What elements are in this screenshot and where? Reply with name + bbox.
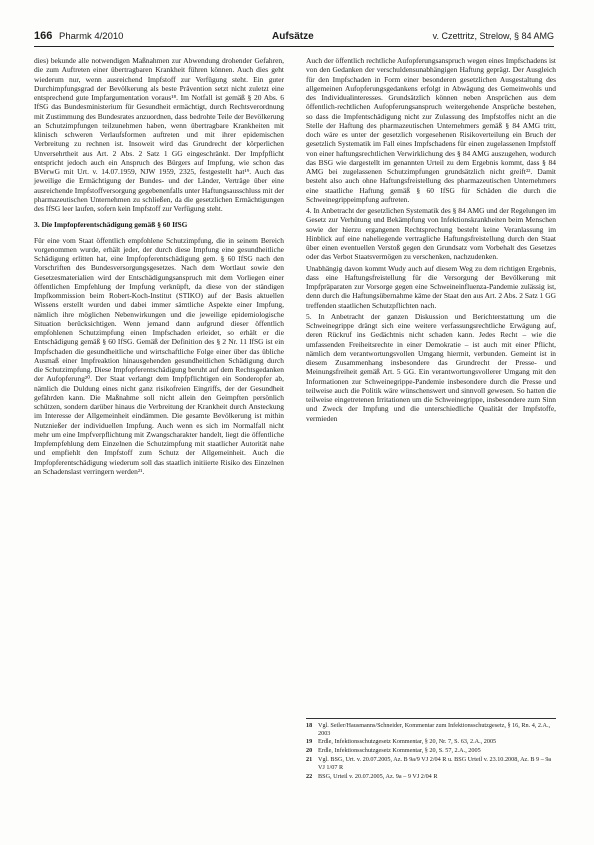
section-label: Aufsätze [272, 31, 314, 42]
paragraph: dies) bekunde alle notwendigen Maßnahmen zur Abwendung drohender Gefahren, die zum Auftreten einer übertragbaren Krankheit führen können. Auch dies geht wiederum nur, wenn ausreichend Impfstoff zur Verfügung steht. Ein guter Durchimpfungsgrad der Bevölkerung als beste Prävention setzt nicht zuletzt eine entsprechend gute Impfargumentation voraus¹⁸. Im Notfall ist gemäß § 20 Abs. 6 IfSG das Bundesministerium für Gesundheit ermächtigt, durch Rechtsverordnung mit Zustimmung des Bundesrates anzuordnen, dass bedrohte Teile der Bevölkerung an Schutzimpfungen teilzunehmen haben, wenn übertragbare Krankheiten mit klinisch schweren Verlaufsformen auftreten und mit ihrer epidemischen Verbreitung zu rechnen ist. Insoweit wird das Grundrecht der körperlichen Unversehrtheit aus Art. 2 Abs. 2 Satz 1 GG eingeschränkt. Der Impfpflicht entspricht jedoch auch ein Anspruch des Bürgers auf Impfung, wie schon das BVerwG mit Urt. v. 14.07.1959, NJW 1959, 2325, festgestellt hat¹⁹. Auch das jeweilige die Ermächtigung der Bundes- und der Länder, Verträge über eine ausreichende Impfstoffversorgung gegebenenfalls unter Haftungsausschluss mit der pharmazeutischen Unternehmen zu schließen, da die gesetzlichen Ermächtigungen des IfSG leer laufen, sofern kein Impfstoff zur Verfügung steht. [34, 56, 284, 213]
footnote-text: Vgl. Seiler/Hausmanns/Schneider, Kommentar zum Infektionsschutzgesetz, § 16, Rn. 4, 2.A., 2003 [318, 722, 551, 737]
footnote-number: 18 [306, 722, 313, 729]
footnote [306, 738, 556, 746]
paragraph: 4. In Anbetracht der gesetzlichen Systematik des § 84 AMG und der Regelungen im Gesetz zur Verhütung und Bekämpfung von Infektionskrankheiten beim Menschen sowie der hierzu ergangenen Rechtsprechung besteht keine Veranlassung im Hinblick auf eine naheliegende vertragliche Haftungsfreistellung durch den Staat über einen eventuellen Verstoß gegen den Grundsatz vom Vorbehalt des Gesetzes oder das Verbot Staatsvermögen zu verschenken, nachzudenken. [306, 206, 556, 262]
footnote [306, 722, 556, 737]
journal-name: Pharmk 4/2010 [59, 31, 124, 42]
footnote-text: Vgl. BSG, Urt. v. 20.07.2005, Az. B 9a/9 VJ 2/04 R u. BSG Urteil v. 23.10.2008, Az. B 9 – 9a VJ 1/07 R [318, 756, 552, 771]
footnotes [306, 718, 556, 782]
footnote-number: 22 [306, 772, 313, 780]
paragraph: Für eine vom Staat öffentlich empfohlene Schutzimpfung, die in seinem Bereich vorgenommen wurde, erhält jeder, der durch diese Impfung eine gesundheitliche Schädigung erlitten hat, eine Impfopferentschädigung gem. § 60 IfSG nach den Vorschriften des Bundesversorgungsgesetzes. Nach dem Wortlaut sowie den Gesetzesmaterialien wird der Entschädigungsanspruch mit dem Vorliegen einer öffentlichen Empfehlung der Impfung verknüpft, da diese von der ständigen Impfkommission beim Robert-Koch-Institut (STIKO) auf der Basis aktuellen Wissens erstellt wurden und dabei immer sämtliche Aspekte einer Impfung, nämlich ihre möglichen Nebenwirkungen und die jeweilige epidemiologische Situation berücksichtigen. Wenn jemand dann aufgrund dieser öffentlich empfohlenen Schutzimpfung einen Impfschaden erleidet, so erhält er die Entschädigung gemäß § 60 IfSG. Gemäß der Definition des § 2 Nr. 11 IfSG ist ein Impfschaden die gesundheitliche und wirtschaftliche Folge einer über das übliche Ausmaß einer Impfreaktion hinausgehenden gesundheitlichen Schädigung durch die Schutzimpfung. Diese Impfopferentschädigung beruht auf dem Rechtsgedanken der Aufopferung²⁰. Der Staat verlangt dem Impfpflichtigen ein Sonderopfer ab, nämlich die Duldung eines nicht ganz risikofreien Eingriffs, der der Gesundheit gefährden kann. Die Maßnahme soll nicht allein den Geimpften persönlich schützen, sondern darüber hinaus die Verbreitung der Krankheit durch Ansteckung im Interesse der Allgemeinheit eindämmen. Die gesamte Bevölkerung ist mithin Nutznießer der individuellen Impfung. Auch wenn es sich im Normalfall nicht mehr um eine Impfverpflichtung mit Zwangscharakter handelt, liegt die öffentliche Impfempfehlung dem Einzelnen die Schutzimpfung mit staatlicher Autorität nahe und empfiehlt den Impfstoff zum Schutz der Allgemeinheit. Auch die Impfopferentschädigung wiederum soll das staatlich initiierte Risiko des Einzelnen an Schadenslast verringern werden²¹. [34, 235, 284, 476]
footnote [306, 756, 556, 771]
paragraph: 5. In Anbetracht der ganzen Diskussion und Berichterstattung um die Schweinegrippe drängt sich eine weitere verfassungsrechtliche Erwägung auf, deren Rückruf ins Gedächtnis nicht schaden kann. Jedes Recht – wie die umfassenden Freiheitsrechte in einer Demokratie – ist auch mit einer Pflicht, nämlich dem verantwortungsvollen Umgang hiermit, verbunden. Gemeint ist in diesem Zusammenhang insbesondere das Grundrecht der Presse- und Meinungsfreiheit gemäß Art. 5 GG. Ein verantwortungsvollerer Umgang mit den Informationen zur Schweinegrippe-Pandemie insbesondere durch die Presse und teilweise auch die Politik wäre wünschenswert und sinnvoll gewesen. So hatten die teilweise eingetretenen Irritationen um die Schweinegrippe, insbesondere zum Sinn und Zweck der Impfung und die unterschiedliche Qualität der Impfstoffe, vermieden [306, 311, 556, 423]
paragraph: Unabhängig davon kommt Wudy auch auf diesem Weg zu dem richtigen Ergebnis, dass eine Haftungsfreistellung für die Versorgung der Bevölkerung mit Impfpräparaten zur Vorsorge gegen eine Schweineinfluenza-Pandemie zulässig ist, denn durch die Haftungsübernahme käme der Staat den aus Art. 2 Abs. 2 Satz 1 GG treffenden staatlichen Schutzpflichten nach. [306, 263, 556, 310]
header-left [34, 30, 123, 42]
footnote-text: BSG, Urteil v. 20.07.2005, Az. 9a – 9 VJ 2/04 R [318, 772, 438, 780]
paragraph: Auch der öffentlich rechtliche Aufopferungsanspruch wegen eines Impfschadens ist von den Gedanken der verschuldensunabhängigen Haftung geprägt. Der Ausgleich für den Impfschaden in Form einer besonderen gesetzlichen Ausgestaltung des allgemeinen Aufopferungsgedankens erfolgt in Abwägung des Gemeinwohls und des Individualinteresses. Grundsätzlich können neben Ansprüchen aus dem öffentlich-rechtlichen Aufopferungsanspruch weitergehende Ansprüche bestehen, so dass die Impfentschädigung nicht zur Zulassung des Impfstoffes nicht an die Stelle der Haftung des pharmazeutischen Unternehmers gemäß § 84 AMG tritt, doch wäre es unter der gesetzlich vorgesehenen Risikoverteilung ein Bruch der gesetzlich Systematik im Fall eines Impfschadens für einen zugelassenen Impfstoff von einer haftungsrechtlichen Verwirklichung des § 84 AMG auszugehen, wodurch das BSG wie dargestellt im genannten Urteil zu dem Ergebnis kommt, dass § 84 AMG bei zugelassenen Schutzimpfungen grundsätzlich nicht greift²². Damit besteht also auch ohne Haftungsfreistellung des pharmazeutischen Unternehmers eine staatliche Haftung gemäß § 60 IfSG für Schäden die durch die Schweinegrippeimpfung auftreten. [306, 56, 556, 204]
footnote-number: 20 [306, 747, 313, 755]
footnote [306, 747, 556, 755]
author-line: v. Czettritz, Strelow, § 84 AMG [432, 31, 554, 41]
footnote [306, 773, 556, 781]
footnote-text: Erdle, Infektionsschutzgesetz Kommentar, § 20, S. 57, 2.A., 2005 [318, 747, 481, 755]
section-heading: 3. Die Impfopferentschädigung gemäß § 60 IfSG [34, 220, 188, 230]
running-header [34, 28, 554, 47]
footnote-number: 21 [306, 756, 313, 764]
page-number: 166 [34, 30, 53, 42]
left-column [34, 56, 284, 476]
footnote-text: Erdle, Infektionsschutzgesetz Kommentar, § 20, Nr. 7, S. 63, 2.A., 2005 [318, 738, 497, 746]
right-column [306, 56, 556, 423]
footnote-number: 19 [306, 738, 313, 746]
